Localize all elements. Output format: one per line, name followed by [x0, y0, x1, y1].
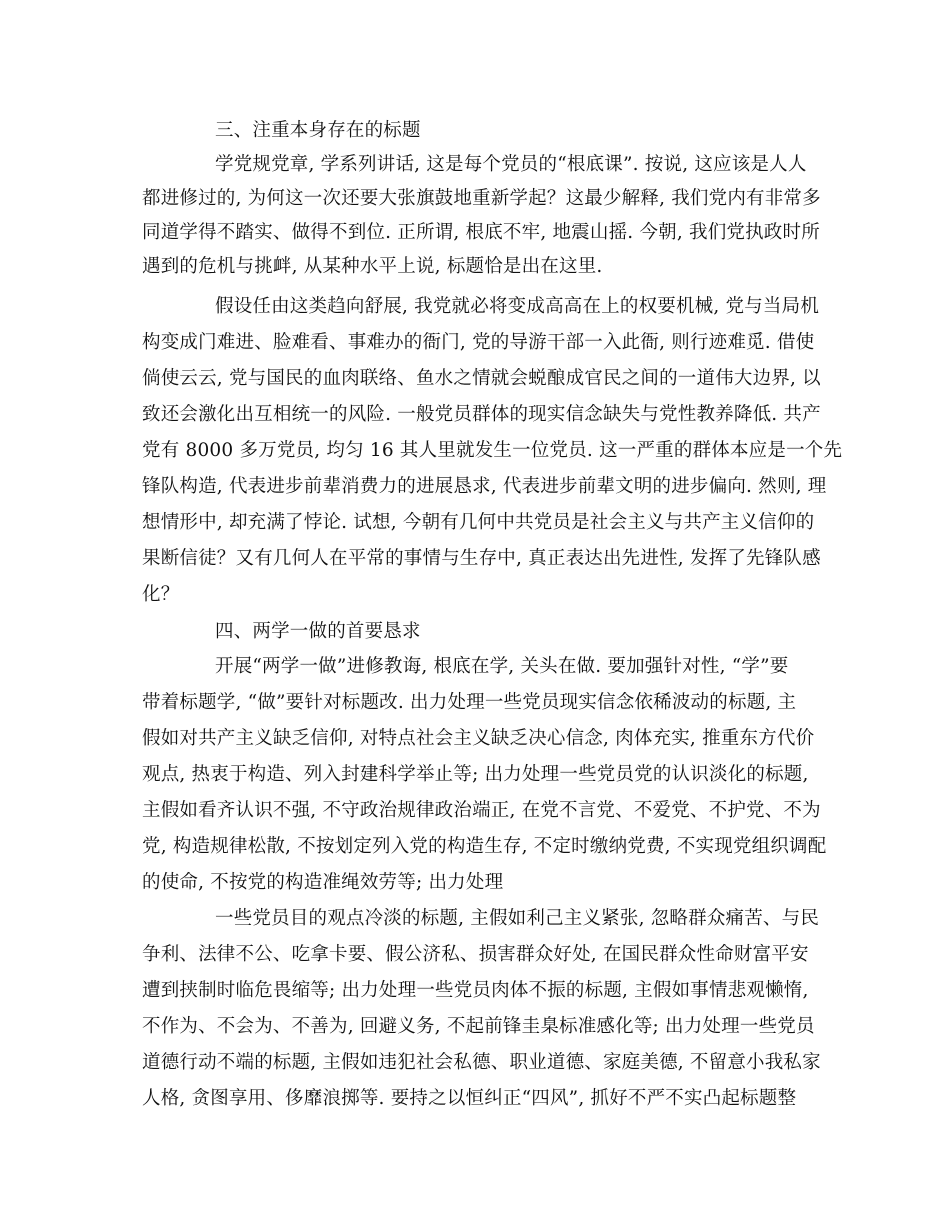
paragraph-line: 化？: [142, 584, 180, 605]
paragraph-line: 构变成门难进、脸难看、事难办的衙门, 党的导游干部一入此衙, 则行迹难觅. 借使: [142, 332, 815, 353]
paragraph-line: 不作为、不会为、不善为, 回避义务, 不起前锋圭臬标准感化等; 出力处理一些党员: [142, 1016, 815, 1037]
paragraph-line: 带着标题学, “做”要针对标题改. 出力处理一些党员现实信念依稀波动的标题, 主: [142, 692, 797, 713]
paragraph-line: 假设任由这类趋向舒展, 我党就必将变成高高在上的权要机械, 党与当局机: [215, 296, 820, 317]
paragraph-line: 一些党员目的观点冷淡的标题, 主假如利己主义紧张, 忽略群众痛苦、与民: [215, 908, 820, 929]
paragraph-line: 争利、法律不公、吃拿卡要、假公济私、损害群众好处, 在国民群众性命财富平安: [142, 944, 809, 965]
paragraph-line: 遇到的危机与挑衅, 从某种水平上说, 标题恰是出在这里.: [142, 256, 603, 277]
paragraph-line: 同道学得不踏实、做得不到位. 正所谓, 根底不牢, 地震山摇. 今朝, 我们党执政时所: [142, 222, 820, 243]
paragraph-line: 党有 8000 多万党员, 均匀 16 其人里就发生一位党员. 这一严重的群体本应是一个先: [142, 440, 843, 461]
paragraph-line: 锋队构造, 代表进步前辈消费力的进展恳求, 代表进步前辈文明的进步偏向. 然则, 理: [142, 476, 827, 497]
paragraph-line: 观点, 热衷于构造、列入封建科学举止等; 出力处理一些党员党的认识淡化的标题,: [142, 764, 809, 785]
paragraph-line: 都进修过的, 为何这一次还要大张旗鼓地重新学起？这最少解释, 我们党内有非常多: [142, 188, 821, 209]
paragraph-line: 道德行动不端的标题, 主假如违犯社会私德、职业道德、家庭美德, 不留意小我私家: [142, 1052, 821, 1073]
paragraph-line: 的使命, 不按党的构造准绳效劳等; 出力处理: [142, 872, 504, 893]
paragraph-line: 遭到挟制时临危畏缩等; 出力处理一些党员肉体不振的标题, 主假如事情悲观懒惰,: [142, 980, 809, 1001]
paragraph-line: 开展“两学一做”进修教诲, 根底在学, 关头在做. 要加强针对性, “学”要: [215, 656, 789, 677]
section-heading-3: 三、注重本身存在的标题: [215, 120, 421, 141]
paragraph-line: 致还会激化出互相统一的风险. 一般党员群体的现实信念缺失与党性教养降低. 共产: [142, 404, 821, 425]
paragraph-line: 倘使云云, 党与国民的血肉联络、鱼水之情就会蜕酿成官民之间的一道伟大边界, 以: [142, 368, 821, 389]
paragraph-line: 果断信徒？又有几何人在平常的事情与生存中, 真正表达出先进性, 发挥了先锋队感: [142, 548, 821, 569]
section-heading-4: 四、两学一做的首要恳求: [215, 621, 421, 642]
paragraph-line: 人格, 贪图享用、侈靡浪掷等. 要持之以恒纠正“四风”, 抓好不严不实凸起标题整: [142, 1088, 797, 1109]
paragraph-line: 学党规党章, 学系列讲话, 这是每个党员的“根底课”. 按说, 这应该是人人: [215, 154, 807, 175]
paragraph-line: 主假如看齐认识不强, 不守政治规律政治端正, 在党不言党、不爱党、不护党、不为: [142, 800, 821, 821]
paragraph-line: 党, 构造规律松散, 不按划定列入党的构造生存, 不定时缴纳党费, 不实现党组织调配: [142, 836, 827, 857]
paragraph-line: 假如对共产主义缺乏信仰, 对特点社会主义缺乏决心信念, 肉体充实, 推重东方代价: [142, 728, 815, 749]
paragraph-line: 想情形中, 却充满了悖论. 试想, 今朝有几何中共党员是社会主义与共产主义信仰的: [142, 512, 815, 533]
